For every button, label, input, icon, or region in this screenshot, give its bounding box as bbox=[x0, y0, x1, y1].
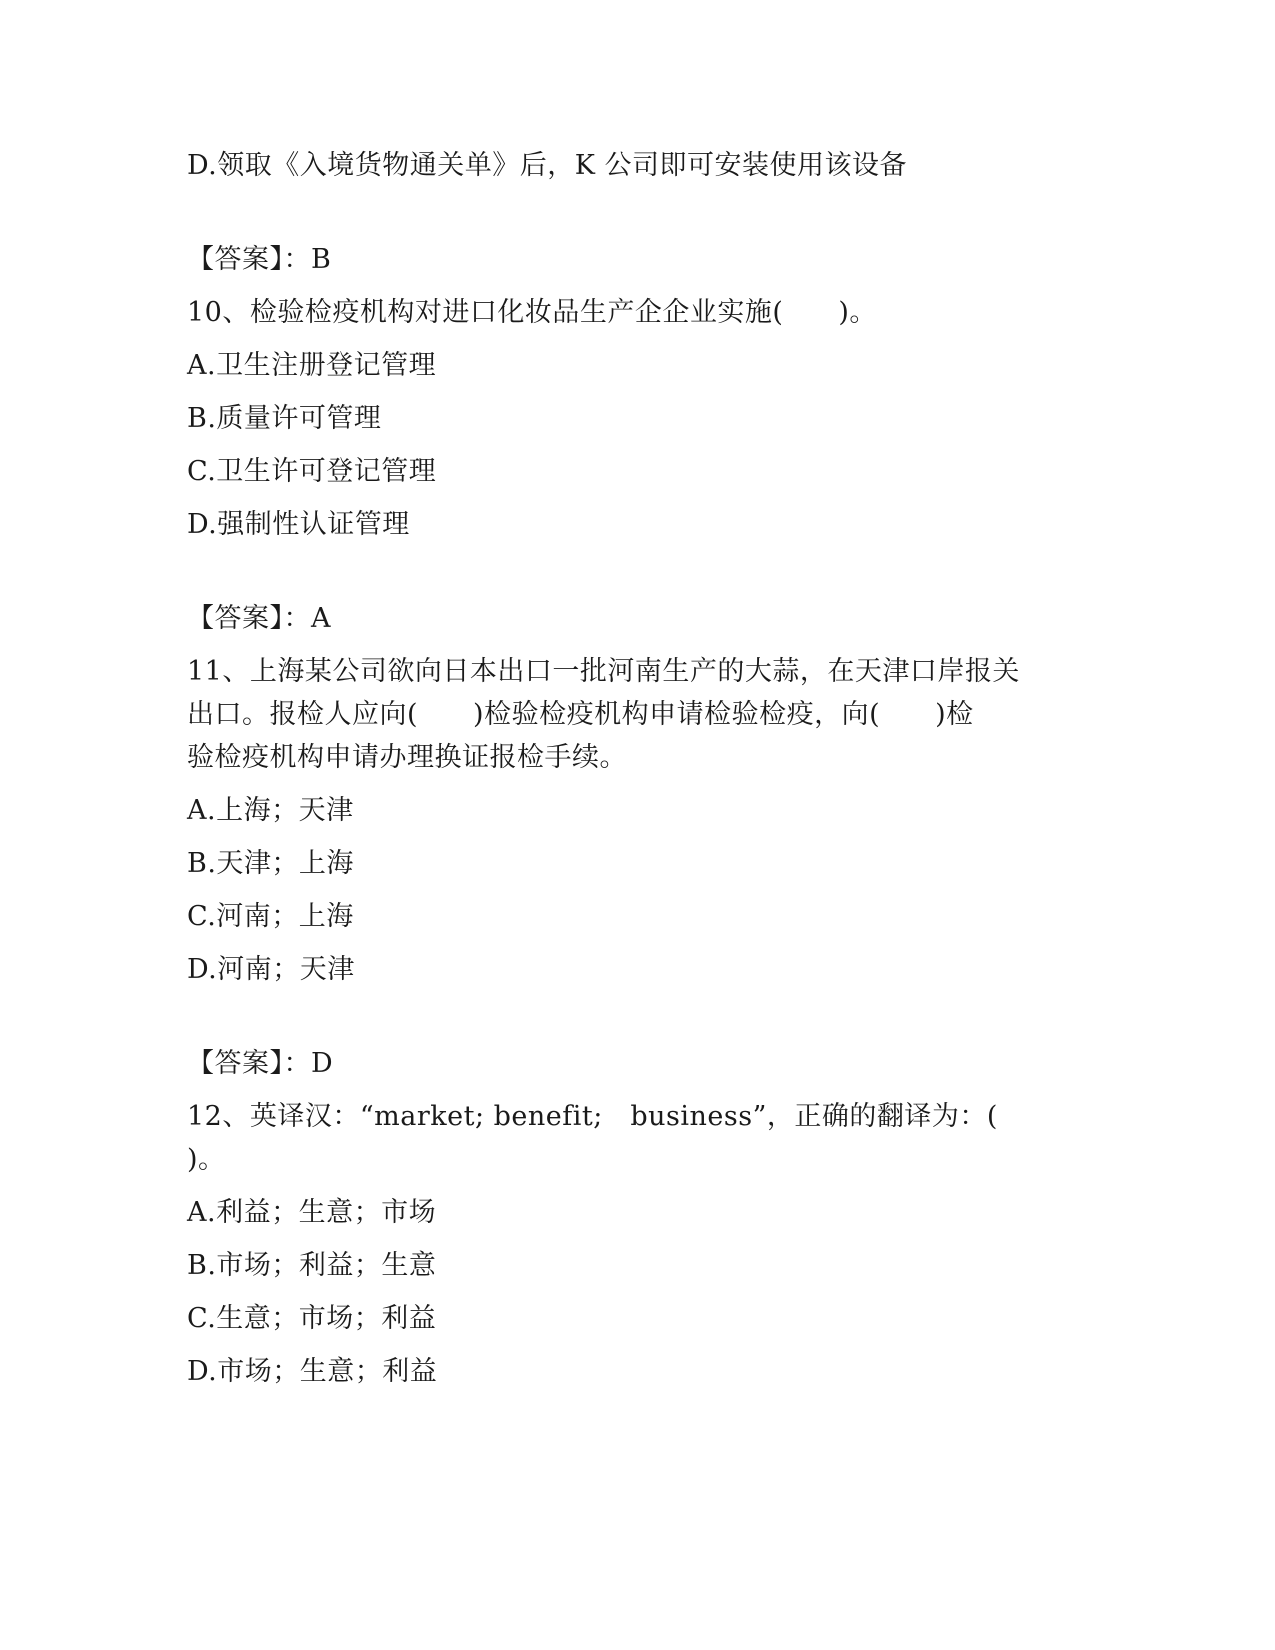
q9-answer: 【答案】：B bbox=[187, 244, 332, 275]
q12-option-c: C.生意；市场；利益 bbox=[187, 1303, 437, 1334]
q12-option-a: A.利益；生意；市场 bbox=[187, 1197, 437, 1228]
q11-stem-line-2: 出口。报检人应向( )检验检疫机构申请检验检疫，向( )检 bbox=[187, 699, 974, 730]
q10-option-c: C.卫生许可登记管理 bbox=[187, 456, 437, 487]
q11-answer: 【答案】：D bbox=[187, 1048, 334, 1079]
q11-stem-line-1: 11、上海某公司欲向日本出口一批河南生产的大蒜，在天津口岸报关 bbox=[187, 656, 1020, 687]
q11-option-d: D.河南；天津 bbox=[187, 954, 355, 985]
q11-option-b: B.天津；上海 bbox=[187, 848, 354, 879]
q10-stem: 10、检验检疫机构对进口化妆品生产企企业实施( )。 bbox=[187, 297, 877, 328]
q10-option-a: A.卫生注册登记管理 bbox=[187, 350, 437, 381]
q11-option-c: C.河南；上海 bbox=[187, 901, 354, 932]
q9-option-d: D.领取《入境货物通关单》后，K 公司即可安装使用该设备 bbox=[187, 150, 908, 181]
q11-option-a: A.上海；天津 bbox=[187, 795, 354, 826]
q11-stem-line-3: 验检疫机构申请办理换证报检手续。 bbox=[187, 742, 627, 773]
q12-option-d: D.市场；生意；利益 bbox=[187, 1356, 438, 1387]
q12-option-b: B.市场；利益；生意 bbox=[187, 1250, 437, 1281]
q10-answer: 【答案】：A bbox=[187, 603, 331, 634]
q10-option-d: D.强制性认证管理 bbox=[187, 509, 410, 540]
q10-option-b: B.质量许可管理 bbox=[187, 403, 382, 434]
q12-stem-line-1: 12、英译汉：“market; benefit; business”，正确的翻译为：( bbox=[187, 1101, 998, 1132]
q12-stem-line-2: )。 bbox=[187, 1144, 226, 1175]
